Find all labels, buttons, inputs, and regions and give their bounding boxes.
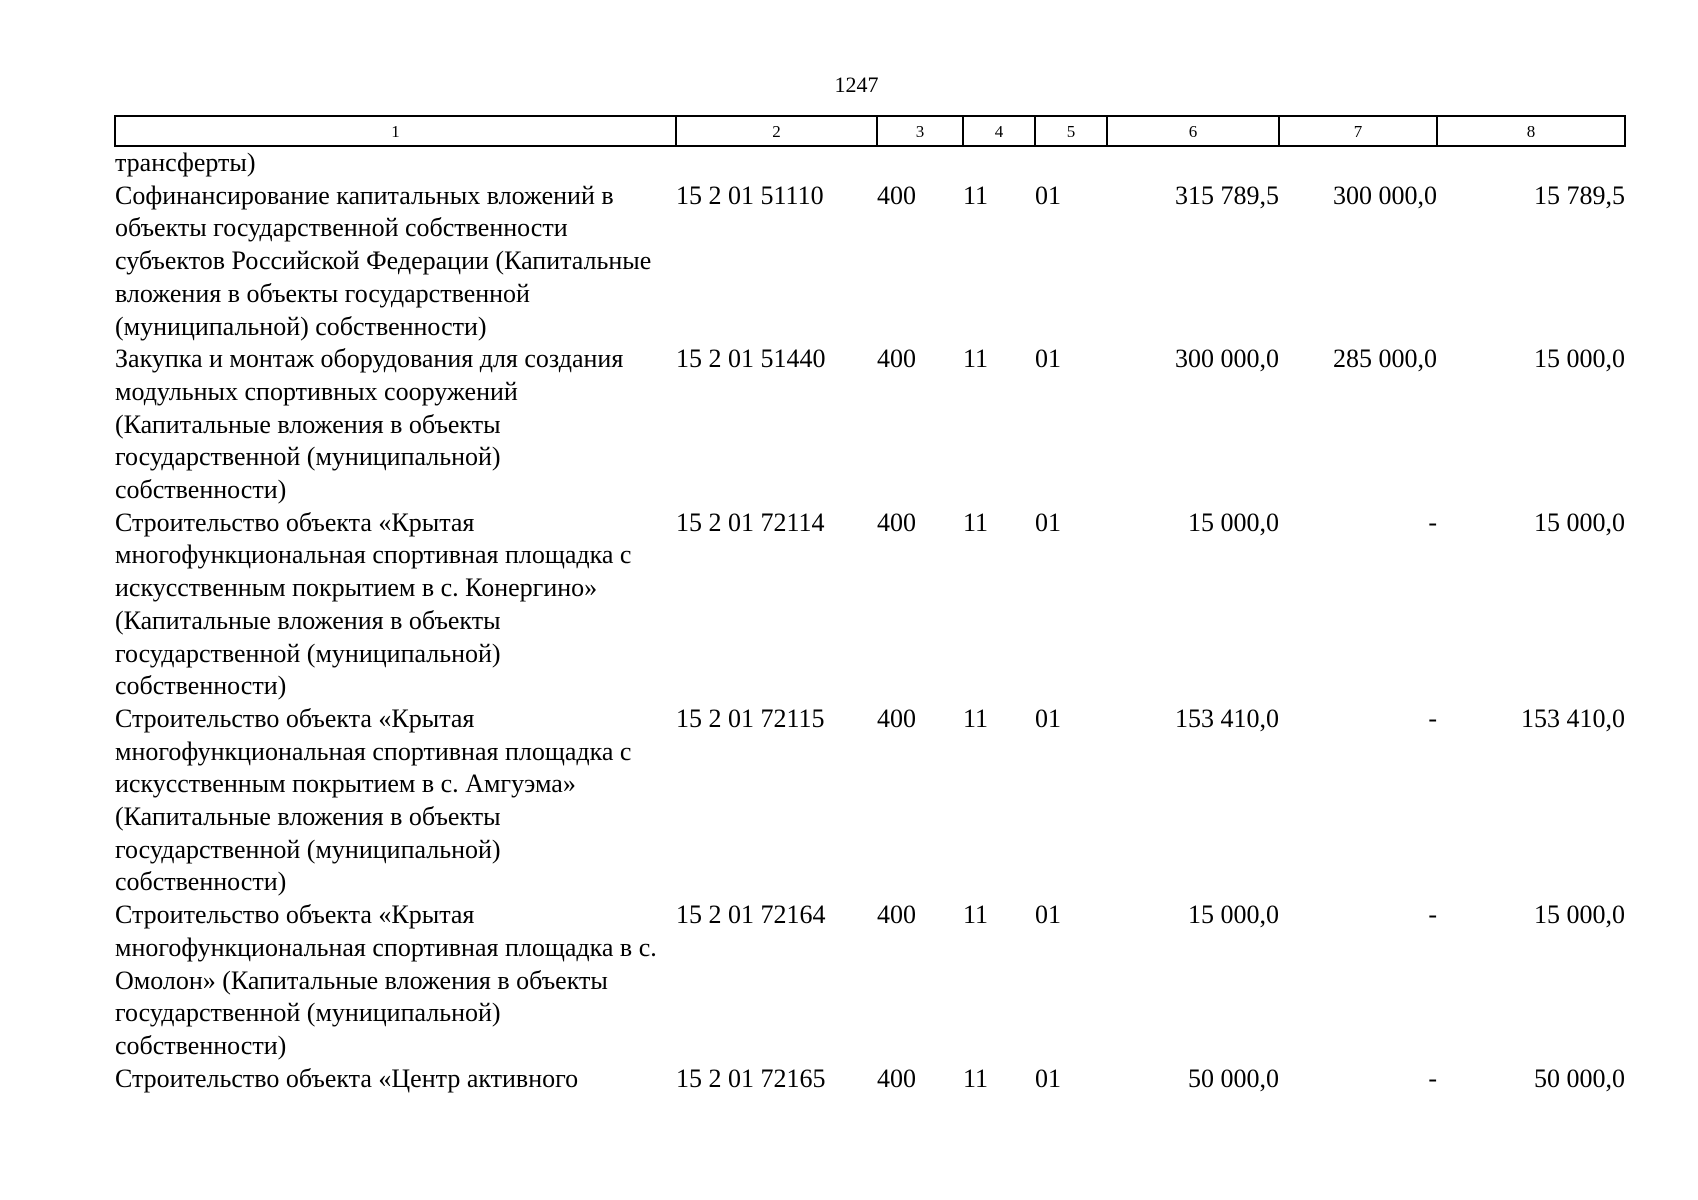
row-col3: 400 (877, 344, 916, 374)
column-header-8: 8 (1437, 116, 1625, 146)
row-regional: 153 410,0 (1521, 703, 1625, 733)
row-name: Строительство объекта «Крытая многофункциональная спортивная площадка с искусственным покрытием в с. Амгуэма» (Капитальные вложения в объекты государственной (муниципальной) собственности) (115, 703, 632, 897)
row-code: 15 2 01 72164 (676, 900, 826, 930)
row-col5: 01 (1035, 507, 1061, 537)
row-total: 153 410,0 (1175, 703, 1279, 733)
table-row (115, 507, 1625, 703)
row-federal: - (1428, 703, 1437, 733)
continuation-row (115, 146, 1625, 180)
row-col4: 11 (963, 344, 989, 374)
row-regional: 15 000,0 (1534, 507, 1625, 537)
column-header-2: 2 (676, 116, 877, 146)
row-code: 15 2 01 72114 (676, 507, 825, 537)
column-header-7: 7 (1279, 116, 1437, 146)
row-col3: 400 (877, 703, 916, 733)
row-col5: 01 (1035, 703, 1061, 733)
row-total: 15 000,0 (1188, 507, 1279, 537)
table-row (115, 180, 1625, 344)
row-federal: - (1428, 507, 1437, 537)
row-col5: 01 (1035, 1063, 1061, 1093)
row-federal: 300 000,0 (1333, 180, 1437, 210)
row-regional: 15 000,0 (1534, 344, 1625, 374)
row-federal: - (1428, 900, 1437, 930)
row-total: 300 000,0 (1175, 344, 1279, 374)
table-row (115, 1063, 1625, 1096)
continuation-text: трансферты) (115, 148, 256, 177)
row-total: 315 789,5 (1175, 180, 1279, 210)
row-code: 15 2 01 51440 (676, 344, 826, 374)
row-col4: 11 (963, 180, 989, 210)
row-regional: 15 000,0 (1534, 900, 1625, 930)
row-col3: 400 (877, 507, 916, 537)
row-col3: 400 (877, 180, 916, 210)
column-header-5: 5 (1035, 116, 1107, 146)
row-federal: - (1428, 1063, 1437, 1093)
table-row (115, 343, 1625, 507)
row-federal: 285 000,0 (1333, 344, 1437, 374)
row-code: 15 2 01 72165 (676, 1063, 826, 1093)
table-row (115, 703, 1625, 899)
row-code: 15 2 01 51110 (676, 180, 824, 210)
row-regional: 50 000,0 (1534, 1063, 1625, 1093)
table-row (115, 899, 1625, 1063)
column-header-1: 1 (115, 116, 676, 146)
row-name: Закупка и монтаж оборудования для создания модульных спортивных сооружений (Капитальные вложения в объекты государственной (муниципальной) собственности) (115, 344, 624, 505)
row-col5: 01 (1035, 180, 1061, 210)
row-name: Строительство объекта «Крытая многофункциональная спортивная площадка в с. Омолон» (Капитальные вложения в объекты государственной (муниципальной) собственности) (115, 900, 657, 1060)
row-total: 15 000,0 (1188, 900, 1279, 930)
row-col4: 11 (963, 1063, 989, 1093)
row-col3: 400 (877, 900, 916, 930)
row-col4: 11 (963, 900, 989, 930)
row-total: 50 000,0 (1188, 1063, 1279, 1093)
row-name: Строительство объекта «Крытая многофункциональная спортивная площадка с искусственным покрытием в с. Конергино» (Капитальные вложения в объекты государственной (муниципальной) собственности) (115, 507, 632, 701)
page-number: 1247 (834, 72, 879, 97)
column-header-6: 6 (1107, 116, 1279, 146)
column-header-3: 3 (877, 116, 963, 146)
row-col5: 01 (1035, 900, 1061, 930)
row-code: 15 2 01 72115 (676, 703, 825, 733)
row-regional: 15 789,5 (1534, 180, 1625, 210)
row-name: Строительство объекта «Центр активного (115, 1063, 579, 1093)
budget-table (114, 115, 1626, 1095)
row-col4: 11 (963, 703, 989, 733)
row-name: Софинансирование капитальных вложений в объекты государственной собственности субъектов Российской Федерации (Капитальные вложения в объекты государственной (муниципальной) собственности) (115, 180, 652, 341)
column-header-4: 4 (963, 116, 1035, 146)
row-col3: 400 (877, 1063, 916, 1093)
row-col4: 11 (963, 507, 989, 537)
column-number-header-row (115, 116, 1625, 146)
row-col5: 01 (1035, 344, 1061, 374)
